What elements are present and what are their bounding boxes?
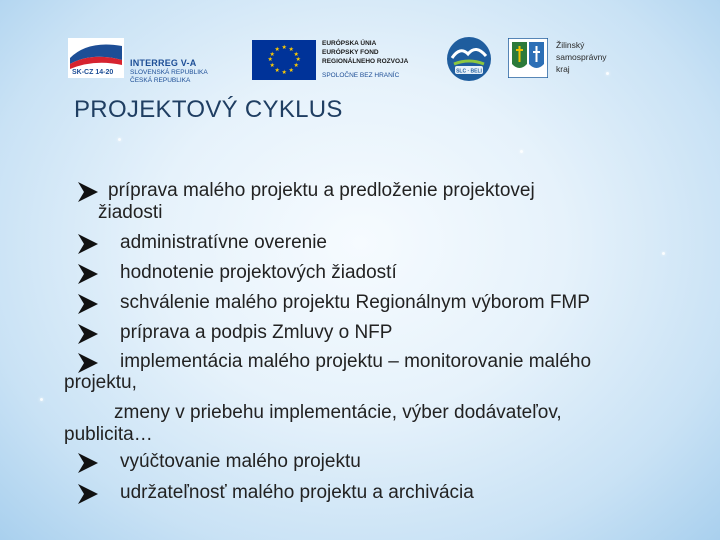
zsk-line-2: samosprávny <box>556 52 607 62</box>
interreg-country-2: ČESKÁ REPUBLIKA <box>130 77 191 84</box>
sparkle <box>662 252 665 255</box>
eu-line-3: REGIONÁLNEHO ROZVOJA <box>322 58 409 65</box>
list-item-text: hodnotenie projektových žiadostí <box>120 262 397 283</box>
slc-logo <box>446 36 492 82</box>
eu-logo <box>252 36 442 82</box>
zsk-line-1: Žilinský <box>556 40 585 50</box>
eu-line-4: SPOLOČNE BEZ HRANÍC <box>322 72 400 79</box>
eu-line-1: EURÓPSKA ÚNIA <box>322 40 377 47</box>
interreg-title: INTERREG V-A <box>130 58 197 68</box>
list-item-text: administratívne overenie <box>120 232 327 253</box>
list-item-text-cont: zmeny v priebehu implementácie, výber dodávateľov, <box>114 402 562 423</box>
zilinsky-kraj-logo <box>508 38 638 82</box>
list-item-text-cont: žiadosti <box>98 202 163 223</box>
list-item-text: schválenie malého projektu Regionálnym výborom FMP <box>120 292 590 313</box>
sparkle <box>118 138 121 141</box>
arrow-bullet-icon <box>76 292 100 316</box>
arrow-bullet-icon <box>76 232 100 256</box>
zsk-line-3: kraj <box>556 64 570 74</box>
list-item-text: udržateľnosť malého projektu a archivácia <box>120 482 474 503</box>
crest-icon <box>508 38 548 78</box>
arrow-bullet-icon <box>76 451 100 475</box>
sparkle <box>520 150 523 153</box>
list-item-text: príprava malého projektu a predloženie projektovej <box>108 180 535 201</box>
eu-flag-icon: ★ ★ ★ ★ ★ ★ ★ ★ ★ ★ ★ ★ <box>252 40 316 80</box>
arrow-bullet-icon <box>76 322 100 346</box>
list-item-text-cont: projektu, <box>64 372 137 393</box>
page-title: PROJEKTOVÝ CYKLUS <box>74 96 343 123</box>
arrow-bullet-icon <box>76 180 100 204</box>
interreg-country-1: SLOVENSKÁ REPUBLIKA <box>130 69 208 76</box>
eu-line-2: EURÓPSKY FOND <box>322 49 379 56</box>
list-item-text: implementácia malého projektu – monitorovanie malého <box>120 351 592 372</box>
svg-text:SLC · BELI: SLC · BELI <box>456 68 482 75</box>
list-item-text: vyúčtovanie malého projektu <box>120 451 361 472</box>
arrow-bullet-icon <box>76 262 100 286</box>
svg-text:SK-CZ 14-20: SK-CZ 14-20 <box>72 69 114 76</box>
list-item-text: príprava a podpis Zmluvy o NFP <box>120 322 393 343</box>
slc-emblem-icon <box>446 36 492 82</box>
logo-strip <box>64 34 634 86</box>
interreg-logo <box>64 36 234 84</box>
arrow-bullet-icon <box>76 482 100 506</box>
list-item-text-cont: publicita… <box>64 424 153 445</box>
sparkle <box>40 398 43 401</box>
interreg-mark-icon <box>68 38 124 78</box>
